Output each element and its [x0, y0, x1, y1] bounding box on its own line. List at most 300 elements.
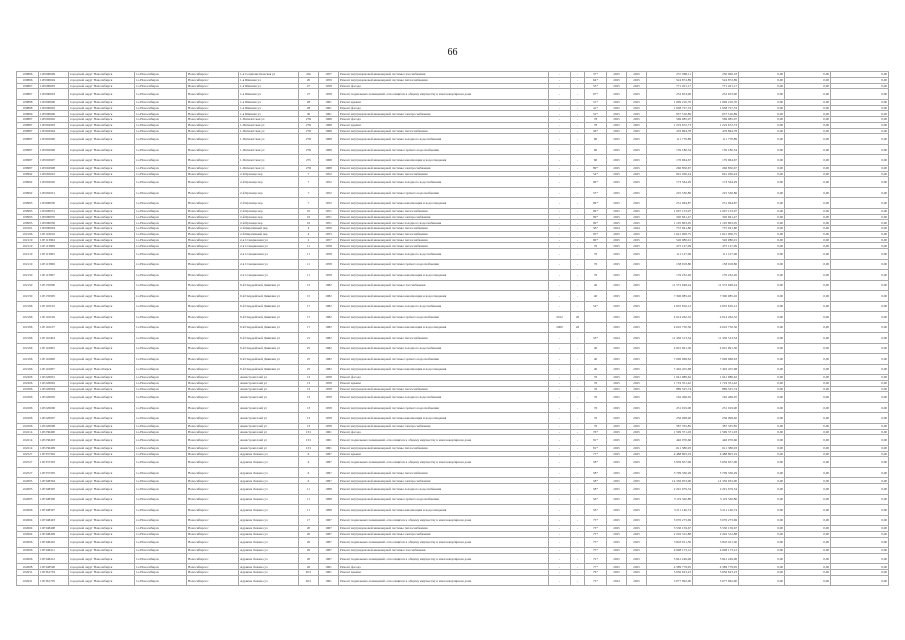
work-type-cell: Ремонт фасада [339, 105, 549, 111]
locality-cell: Новосибирск г [187, 291, 239, 302]
district-cell: городской округ Новосибирск [69, 445, 135, 451]
repair-year-cell: - [549, 134, 571, 145]
federal-cost-cell: 0,00 [739, 526, 785, 532]
federal-cost-cell: 0,00 [739, 105, 785, 111]
row-number-cell: 100987 [17, 165, 39, 171]
row-number-cell: 102214 [17, 429, 39, 435]
regional-cost-cell: 0,00 [785, 243, 831, 249]
work-type-cell: Ремонт внутридомовой инженерной системы теплоснабжения [339, 226, 549, 232]
row-number-cell: 102606 [17, 505, 39, 516]
fund-cost-cell: 5 636 623,23 [693, 570, 739, 576]
locality-cell: Новосибирск г [187, 364, 239, 375]
plan-start-cell: 2024 [607, 226, 627, 232]
object-id-cell: 11E000036 [39, 220, 69, 226]
total-cost-cell: 173 564,29 [647, 177, 693, 188]
total-cost-cell: 257 968,11 [647, 72, 693, 78]
local-cost-cell: 0,00 [831, 435, 889, 446]
plan-end-cell: 2025 [627, 128, 647, 134]
build-year-cell: 1998 [319, 505, 339, 516]
federal-cost-cell: 0,00 [739, 429, 785, 435]
work-type-cell: Ремонт внутридомовой инженерной системы теплоснабжения [339, 467, 549, 478]
district-cell: городской округ Новосibирск [69, 364, 135, 375]
mark-cell: - [571, 515, 585, 526]
object-id-cell: 11E113906 [39, 259, 69, 270]
build-year-cell: 1982 [319, 322, 339, 333]
federal-cost-cell: 0,00 [739, 165, 785, 171]
house-number-cell: 17 [299, 322, 319, 333]
mark-cell: - [571, 83, 585, 89]
plan-end-cell: 2025 [627, 259, 647, 270]
federal-cost-cell: 0,00 [739, 117, 785, 123]
wear-percent-cell: 99* [585, 198, 607, 209]
build-year-cell: 1967 [319, 526, 339, 532]
plan-end-cell: 2025 [627, 291, 647, 302]
regional-cost-cell: 0,00 [785, 89, 831, 100]
locality-cell: Новосибирск г [187, 457, 239, 468]
house-number-cell: 6 [299, 457, 319, 468]
fund-cost-cell: 5 841 249,06 [693, 553, 739, 564]
street-cell: 9-й Гвардейской Дивизии ул [239, 322, 299, 333]
federal-cost-cell: 0,00 [739, 467, 785, 478]
district-cell: городской округ Новосибирск [69, 333, 135, 344]
plan-end-cell: 2025 [627, 333, 647, 344]
plan-start-cell: 2025 [607, 259, 627, 270]
municipality-cell: г.о.Новосибирск [135, 134, 187, 145]
locality-cell: Новосибирск г [187, 187, 239, 198]
federal-cost-cell: 0,00 [739, 312, 785, 323]
federal-cost-cell: 0,00 [739, 354, 785, 365]
build-year-cell: 1968 [319, 155, 339, 166]
regional-cost-cell: 0,00 [785, 548, 831, 554]
district-cell: городской округ Новосибирск [69, 208, 135, 214]
municipality-cell: г.о.Новосибирск [135, 526, 187, 532]
object-id-cell: 11E000603 [39, 89, 69, 100]
build-year-cell: 1958 [319, 259, 339, 270]
mark-cell: 26 [571, 322, 585, 333]
wear-percent-cell: 58* [585, 467, 607, 478]
local-cost-cell: 0,00 [831, 413, 889, 424]
federal-cost-cell: 0,00 [739, 478, 785, 484]
object-id-cell: 11E113905 [39, 249, 69, 260]
local-cost-cell: 0,00 [831, 243, 889, 249]
total-cost-cell: 1 621 006,75 [647, 231, 693, 237]
regional-cost-cell: 0,00 [785, 208, 831, 214]
build-year-cell: 1961 [319, 429, 339, 435]
object-id-cell: 11E002902 [39, 117, 69, 123]
fund-cost-cell: 2 291 679,54 [693, 484, 739, 495]
federal-cost-cell: 0,00 [739, 494, 785, 505]
locality-cell: Новосибирск г [187, 413, 239, 424]
municipality-cell: г.о.Новосибирск [135, 484, 187, 495]
street-cell: 2-я Станционная ул [239, 259, 299, 270]
plan-end-cell: 2025 [627, 451, 647, 457]
object-id-cell: 11E002903 [39, 122, 69, 128]
house-number-cell: 7 [299, 198, 319, 209]
federal-cost-cell: 0,00 [739, 220, 785, 226]
object-id-cell: 11E000030 [39, 198, 69, 209]
wear-percent-cell: 89* [585, 165, 607, 171]
table-row [17, 291, 889, 302]
total-cost-cell: 4 389 779,95 [647, 564, 693, 570]
regional-cost-cell: 0,00 [785, 505, 831, 516]
fund-cost-cell: 7 006 968,63 [693, 354, 739, 365]
local-cost-cell: 0,00 [831, 237, 889, 243]
local-cost-cell: 0,00 [831, 531, 889, 537]
local-cost-cell: 0,00 [831, 354, 889, 365]
locality-cell: Новосибирск г [187, 548, 239, 554]
municipality-cell: г.о.Новосибирск [135, 322, 187, 333]
wear-percent-cell: 76 [585, 402, 607, 413]
object-id-cell: 11E000035 [39, 214, 69, 220]
mark-cell: - [571, 478, 585, 484]
work-type-cell: Ремонт внутридомовой инженерной системы теплоснабжения [339, 237, 549, 243]
locality-cell: Новосибирск г [187, 214, 239, 220]
plan-start-cell: 2025 [607, 72, 627, 78]
wear-percent-cell: 54* [585, 301, 607, 312]
row-number-cell: 102206 [17, 413, 39, 424]
house-number-cell: 11 [299, 494, 319, 505]
fund-cost-cell: 11 572 948,24 [693, 280, 739, 291]
district-cell: городской округ Новосибирск [69, 484, 135, 495]
municipality-cell: г.о.Новосибирск [135, 72, 187, 78]
plan-start-cell: 2025 [607, 249, 627, 260]
work-type-cell: Ремонт подвальных помещений, относящихся к общему имуществу в многоквартирном доме [339, 575, 549, 586]
district-cell: городской округ Новосибирск [69, 165, 135, 171]
municipality-cell: г.о.Новосибирск [135, 226, 187, 232]
wear-percent-cell: 40 [585, 280, 607, 291]
repair-year-cell: - [549, 484, 571, 495]
row-number-cell: 100992 [17, 177, 39, 188]
fund-cost-cell: 5 843 911,30 [693, 537, 739, 548]
mark-cell: - [571, 494, 585, 505]
fund-cost-cell: 1 007 153,07 [693, 208, 739, 214]
build-year-cell: 1961 [319, 445, 339, 451]
regional-cost-cell: 0,00 [785, 526, 831, 532]
locality-cell: Новосибирск г [187, 144, 239, 155]
row-number-cell: 102166 [17, 322, 39, 333]
house-number-cell: 13 [299, 375, 319, 381]
local-cost-cell: 0,00 [831, 312, 889, 323]
district-cell: городской округ Новосибирск [69, 122, 135, 128]
locality-cell: Новосибирск г [187, 435, 239, 446]
work-type-cell: Ремонт внутридомовой инженерной системы канализации и водоотведения [339, 198, 549, 209]
plan-end-cell: 2025 [627, 478, 647, 484]
plan-start-cell: 2025 [607, 83, 627, 89]
total-cost-cell: 231 019,00 [647, 402, 693, 413]
regional-cost-cell: 0,00 [785, 231, 831, 237]
fund-cost-cell: 1 719 351,42 [693, 380, 739, 386]
federal-cost-cell: 0,00 [739, 89, 785, 100]
municipality-cell: г.о.Новосибирск [135, 375, 187, 381]
district-cell: городской округ Новосибирск [69, 111, 135, 117]
regional-cost-cell: 0,00 [785, 402, 831, 413]
plan-start-cell: 2025 [607, 537, 627, 548]
repair-year-cell: - [549, 117, 571, 123]
locality-cell: Новосибирск г [187, 72, 239, 78]
fund-cost-cell: 1 621 006,75 [693, 231, 739, 237]
house-number-cell: 4 [299, 226, 319, 232]
fund-cost-cell: 111 127,06 [693, 249, 739, 260]
local-cost-cell: 0,00 [831, 198, 889, 209]
house-number-cell: 20 [299, 531, 319, 537]
mark-cell: - [571, 155, 585, 166]
plan-end-cell: 2025 [627, 564, 647, 570]
federal-cost-cell: 0,00 [739, 445, 785, 451]
row-number-cell: 102159 [17, 291, 39, 302]
repair-year-cell: - [549, 249, 571, 260]
local-cost-cell: 0,00 [831, 575, 889, 586]
build-year-cell: 1958 [319, 386, 339, 392]
build-year-cell: 1957 [319, 72, 339, 78]
object-id-cell: 11E002022 [39, 171, 69, 177]
work-type-cell: Ремонт внутридомовой инженерной системы канализации и водоотведения [339, 505, 549, 516]
plan-end-cell: 2025 [627, 531, 647, 537]
plan-start-cell: 2025 [607, 89, 627, 100]
local-cost-cell: 0,00 [831, 494, 889, 505]
mark-cell: - [571, 291, 585, 302]
total-cost-cell: 159 180,34 [647, 144, 693, 155]
federal-cost-cell: 0,00 [739, 457, 785, 468]
work-type-cell: Ремонт внутридомовой инженерной системы электроснабжения [339, 165, 549, 171]
district-cell: городской округ Новосибирск [69, 301, 135, 312]
wear-percent-cell: 36* [585, 128, 607, 134]
work-type-cell: Ремонт внутридомовой инженерной системы теплоснабжения [339, 526, 549, 532]
mark-cell: - [571, 526, 585, 532]
fund-cost-cell: 2 202 312,88 [693, 531, 739, 537]
plan-end-cell: 2025 [627, 301, 647, 312]
total-cost-cell: 5 636 623,23 [647, 570, 693, 576]
municipality-cell: г.о.Новосибирск [135, 548, 187, 554]
plan-start-cell: 2025 [607, 494, 627, 505]
plan-end-cell: 2025 [627, 237, 647, 243]
federal-cost-cell: 0,00 [739, 128, 785, 134]
wear-percent-cell: 77* [585, 451, 607, 457]
repair-year-cell: - [549, 537, 571, 548]
locality-cell: Новосибирск г [187, 155, 239, 166]
local-cost-cell: 0,00 [831, 386, 889, 392]
locality-cell: Новосибирск г [187, 386, 239, 392]
mark-cell: - [571, 570, 585, 576]
locality-cell: Новосибирск г [187, 312, 239, 323]
street-cell: Адриена Лежена ул [239, 570, 299, 576]
work-type-cell: Ремонт фасада [339, 83, 549, 89]
locality-cell: Новосибирск г [187, 301, 239, 312]
locality-cell: Новосибирск г [187, 220, 239, 226]
regional-cost-cell: 0,00 [785, 128, 831, 134]
street-cell: 2-й Кузнецк пер [239, 220, 299, 226]
house-number-cell: 26/1 [299, 575, 319, 586]
district-cell: городской округ Новосибирск [69, 553, 135, 564]
table-row [17, 515, 889, 526]
repair-year-cell: - [549, 301, 571, 312]
repair-year-cell: - [549, 467, 571, 478]
plan-start-cell: 2025 [607, 380, 627, 386]
regional-cost-cell: 0,00 [785, 312, 831, 323]
build-year-cell: 1951 [319, 208, 339, 214]
street-cell: 2-я Станционная ул [239, 243, 299, 249]
district-cell: городской округ Новосибирск [69, 72, 135, 78]
plan-end-cell: 2025 [627, 165, 647, 171]
repair-year-cell: - [549, 413, 571, 424]
build-year-cell: 1953 [319, 231, 339, 237]
build-year-cell: 1967 [319, 531, 339, 537]
repair-year-cell: - [549, 333, 571, 344]
wear-percent-cell: 75* [585, 537, 607, 548]
mark-cell: - [571, 237, 585, 243]
street-cell: 2-я Станционная ул [239, 237, 299, 243]
repair-year-cell: - [549, 548, 571, 554]
plan-start-cell: 2025 [607, 198, 627, 209]
locality-cell: Новосибирск г [187, 177, 239, 188]
fund-cost-cell: 1 105 803,05 [693, 220, 739, 226]
wear-percent-cell: 75* [585, 531, 607, 537]
district-cell: городской округ Новосибирск [69, 89, 135, 100]
fund-cost-cell: 657 516,89 [693, 111, 739, 117]
row-number-cell: 102119 [17, 243, 39, 249]
fund-cost-cell: 4 914 262,32 [693, 312, 739, 323]
fund-cost-cell: 176 964,67 [693, 155, 739, 166]
total-cost-cell: 162 466,05 [647, 392, 693, 403]
street-cell: 2-я Станционная ул [239, 270, 299, 281]
total-cost-cell: 2 291 679,54 [647, 484, 693, 495]
district-cell: городской округ Новосибирск [69, 134, 135, 145]
local-cost-cell: 0,00 [831, 451, 889, 457]
table-row [17, 249, 889, 260]
mark-cell: - [571, 72, 585, 78]
local-cost-cell: 0,00 [831, 226, 889, 232]
row-number-cell: 102166 [17, 343, 39, 354]
fund-cost-cell: 162 466,05 [693, 392, 739, 403]
build-year-cell: 1982 [319, 343, 339, 354]
table-row [17, 413, 889, 424]
mark-cell: - [571, 243, 585, 249]
locality-cell: Новосибирск г [187, 445, 239, 451]
work-type-cell: Ремонт внутридомовой инженерной системы горячего водоснабжения [339, 354, 549, 365]
plan-start-cell: 2025 [607, 505, 627, 516]
regional-cost-cell: 0,00 [785, 83, 831, 89]
row-number-cell: 102206 [17, 423, 39, 429]
object-id-cell: 11E226001 [39, 375, 69, 381]
street-cell: 1-я Шинная ул [239, 99, 299, 105]
mark-cell: - [571, 423, 585, 429]
local-cost-cell: 0,00 [831, 165, 889, 171]
street-cell: 2-й Кузнецк пер [239, 214, 299, 220]
row-number-cell: 102166 [17, 364, 39, 375]
regional-cost-cell: 0,00 [785, 111, 831, 117]
wear-percent-cell: 58* [585, 457, 607, 468]
build-year-cell: 1997 [319, 451, 339, 457]
federal-cost-cell: 0,00 [739, 505, 785, 516]
locality-cell: Новосибирск г [187, 402, 239, 413]
municipality-cell: г.о.Новосибирск [135, 505, 187, 516]
mark-cell: - [571, 402, 585, 413]
house-number-cell: 13 [299, 392, 319, 403]
plan-end-cell: 2025 [627, 553, 647, 564]
municipality-cell: г.о.Новосибирск [135, 343, 187, 354]
local-cost-cell: 0,00 [831, 515, 889, 526]
total-cost-cell: 771 201,17 [647, 83, 693, 89]
plan-start-cell: 2025 [607, 231, 627, 237]
plan-start-cell: 2025 [607, 467, 627, 478]
build-year-cell: 1968 [319, 134, 339, 145]
build-year-cell: 1967 [319, 553, 339, 564]
regional-cost-cell: 0,00 [785, 423, 831, 429]
build-year-cell: 1998 [319, 484, 339, 495]
work-type-cell: Ремонт подвальных помещений, относящихся к общему имуществу в многоквартирном доме [339, 515, 549, 526]
row-number-cell: 100868 [17, 99, 39, 105]
local-cost-cell: 0,00 [831, 548, 889, 554]
district-cell: городской округ Новосибирск [69, 451, 135, 457]
total-cost-cell: 4 901 691,36 [647, 343, 693, 354]
fund-cost-cell: 611 380,93 [693, 445, 739, 451]
local-cost-cell: 0,00 [831, 259, 889, 270]
regional-cost-cell: 0,00 [785, 553, 831, 564]
build-year-cell: 1958 [319, 89, 339, 100]
repair-year-cell: - [549, 99, 571, 105]
total-cost-cell: 1 599 371,03 [647, 429, 693, 435]
total-cost-cell: 3 077 992,00 [647, 575, 693, 586]
locality-cell: Новосибирск г [187, 375, 239, 381]
local-cost-cell: 0,00 [831, 380, 889, 386]
table-row [17, 144, 889, 155]
plan-start-cell: 2025 [607, 220, 627, 226]
plan-start-cell: 2025 [607, 375, 627, 381]
regional-cost-cell: 0,00 [785, 117, 831, 123]
house-number-cell: 11 [299, 484, 319, 495]
street-cell: 9-й Гвардейской Дивизии ул [239, 291, 299, 302]
municipality-cell: г.о.Новосибирск [135, 392, 187, 403]
wear-percent-cell: 58* [585, 484, 607, 495]
fund-cost-cell: 7 402 455,68 [693, 364, 739, 375]
plan-start-cell: 2025 [607, 553, 627, 564]
regional-cost-cell: 0,00 [785, 270, 831, 281]
fund-cost-cell: 4 901 691,36 [693, 343, 739, 354]
build-year-cell: 1982 [319, 301, 339, 312]
regional-cost-cell: 0,00 [785, 467, 831, 478]
wear-percent-cell: 75* [585, 526, 607, 532]
federal-cost-cell: 0,00 [739, 259, 785, 270]
municipality-cell: г.о.Новосибирск [135, 312, 187, 323]
locality-cell: Новосибирск г [187, 249, 239, 260]
repair-year-cell: - [549, 171, 571, 177]
house-number-cell: 7 [299, 171, 319, 177]
street-cell: Авиастроителей ул [239, 402, 299, 413]
repair-year-cell: - [549, 435, 571, 446]
house-number-cell: 26/1 [299, 570, 319, 576]
mark-cell: - [571, 77, 585, 83]
house-number-cell: 13 [299, 386, 319, 392]
plan-start-cell: 2025 [607, 526, 627, 532]
house-number-cell: 27 [299, 89, 319, 100]
plan-end-cell: 2025 [627, 364, 647, 375]
house-number-cell: 17 [299, 301, 319, 312]
work-type-cell: Ремонт внутридомовой инженерной системы холодного водоснабжения [339, 177, 549, 188]
total-cost-cell: 3 939 657,06 [647, 457, 693, 468]
locality-cell: Новосибирск г [187, 451, 239, 457]
total-cost-cell: 1 105 803,05 [647, 220, 693, 226]
federal-cost-cell: 0,00 [739, 343, 785, 354]
table-row [17, 259, 889, 270]
mark-cell: - [571, 208, 585, 214]
build-year-cell: 1961 [319, 111, 339, 117]
district-cell: городской округ Новосибирск [69, 564, 135, 570]
local-cost-cell: 0,00 [831, 83, 889, 89]
plan-end-cell: 2025 [627, 505, 647, 516]
row-number-cell: 102631 [17, 570, 39, 576]
municipality-cell: г.о.Новосибирск [135, 333, 187, 344]
work-type-cell: Ремонт внутридомовой инженерной системы теплоснабжения [339, 208, 549, 214]
local-cost-cell: 0,00 [831, 553, 889, 564]
